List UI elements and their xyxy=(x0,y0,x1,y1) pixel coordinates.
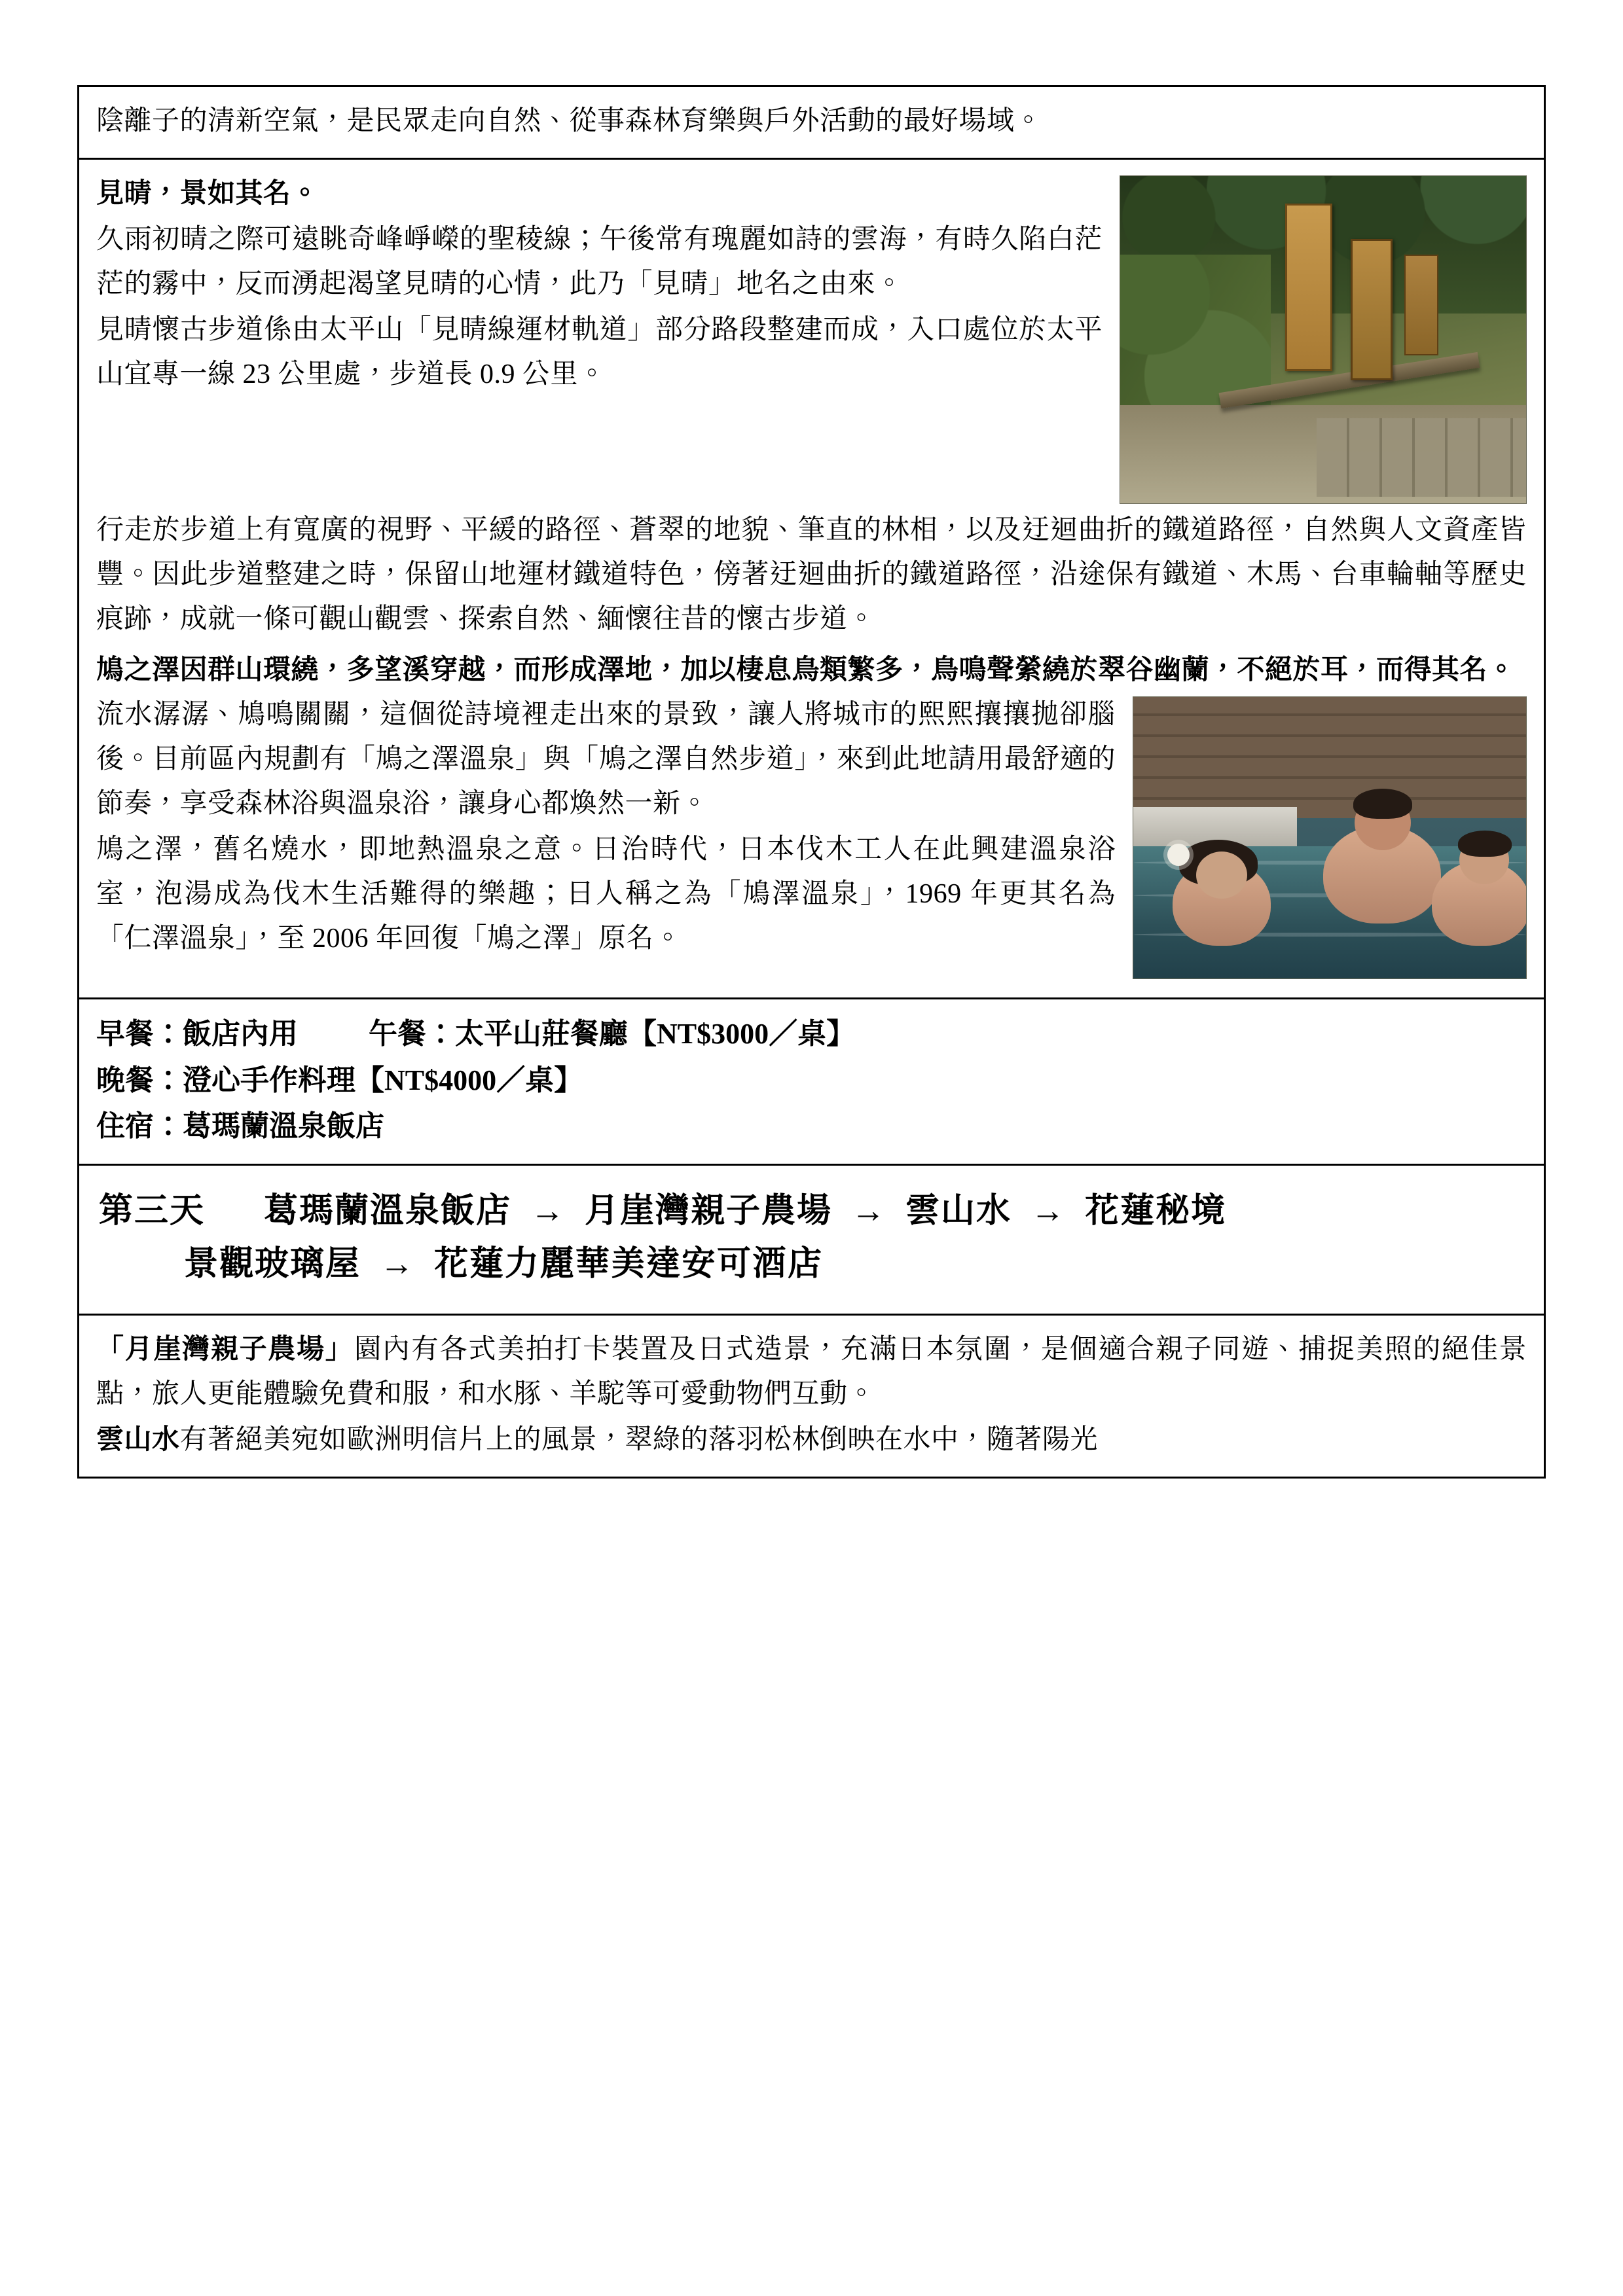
jiuzhize-heading: 鳩之澤因群山環繞，多望溪穿越，而形成澤地，加以棲息鳥類繁多，鳥鳴聲縈繞於翠谷幽蘭，不絕於耳，而得其名。 xyxy=(96,655,1516,686)
table-row-intro xyxy=(79,86,1545,159)
yunshanshui-name-bold: 雲山水 xyxy=(96,1424,180,1455)
photo-jiuzhize-image xyxy=(1133,696,1527,979)
meal-line-1 xyxy=(96,1011,1527,1057)
yunshanshui-description: 有著絕美宛如歐洲明信片上的風景，翠綠的落羽松林倒映在水中，隨著陽光 xyxy=(179,1424,1099,1455)
photo-jianqing-image xyxy=(1120,175,1527,504)
jianqing-heading: 見晴，景如其名。 xyxy=(96,179,319,209)
photo-jiuzhize-hotspring xyxy=(1133,696,1527,979)
day3-stop-5: 景觀玻璃屋 xyxy=(184,1245,361,1283)
dinner-label: 晚餐：澄心手作料理【NT$4000／桌】 xyxy=(96,1064,583,1096)
day3-stop-3: 雲山水 xyxy=(905,1193,1012,1230)
day3-stop-4: 花蓮秘境 xyxy=(1085,1193,1227,1230)
jiuzhize-paragraph-1: 流水潺潺、鳩鳴關關，這個從詩境裡走出來的景致，讓人將城市的熙熙攘攘拋卻腦後。目前區內規劃有「鳩之澤溫泉」與「鳩之澤自然步道」，來到此地請用最舒適的節奏，享受森林浴與溫泉浴，讓身心都煥然一新。 xyxy=(96,700,1116,819)
accommodation-label: 住宿：葛瑪蘭溫泉飯店 xyxy=(96,1109,384,1142)
bather-hair xyxy=(1353,789,1412,819)
day3-heading xyxy=(99,1185,1527,1291)
stone-blocks-decoration xyxy=(1317,418,1526,497)
day3-body-cell xyxy=(79,1316,1544,1477)
bather-hair xyxy=(1458,831,1512,857)
jianqing-paragraph-1: 久雨初晴之際可遠眺奇峰崢嶸的聖稜線；午後常有瑰麗如詩的雲海，有時久陷白茫茫的霧中，反而湧起渴望見晴的心情，此乃「見晴」地名之由來。 xyxy=(96,224,1103,300)
intro-cell xyxy=(79,87,1544,158)
arrow-icon: → xyxy=(1030,1193,1067,1230)
day3-stop-2: 月崖灣親子農場 xyxy=(585,1193,833,1230)
lunch-label: 午餐：太平山莊餐廳【NT$3000／桌】 xyxy=(369,1018,856,1050)
arrow-icon: → xyxy=(380,1245,416,1283)
day3-stop-6: 花蓮力麗華美達安可酒店 xyxy=(434,1245,824,1283)
table-row-day3-body xyxy=(79,1314,1545,1477)
bather-head xyxy=(1196,852,1247,899)
day3-stop-1: 葛瑪蘭溫泉飯店 xyxy=(264,1193,512,1230)
day3-paragraph-1 xyxy=(96,1327,1527,1416)
breakfast-label: 早餐：飯店內用 xyxy=(96,1018,298,1050)
hair-flower-icon xyxy=(1167,844,1190,866)
wooden-sign-tertiary-icon xyxy=(1404,255,1438,355)
day3-heading-line2 xyxy=(99,1238,1527,1291)
meals-cell xyxy=(79,999,1544,1164)
farm-description: 園內有各式美拍打卡裝置及日式造景，充滿日本氛圍，是個適合親子同遊、捕捉美照的絕佳景點，旅人更能體驗免費和服，和水豚、羊駝等可愛動物們互動。 xyxy=(96,1334,1527,1409)
jianqing-paragraph-2: 見晴懷古步道係由太平山「見晴線運材軌道」部分路段整建而成，入口處位於太平山宜專一線 23 公里處，步道長 0.9 公里。 xyxy=(96,315,1103,390)
wooden-sign-icon xyxy=(1285,204,1332,371)
jianqing-cell xyxy=(79,160,1544,997)
arrow-icon: → xyxy=(851,1193,887,1230)
jianqing-paragraph-3: 行走於步道上有寬廣的視野、平緩的路徑、蒼翠的地貌、筆直的林相，以及迂迴曲折的鐵道路徑，自然與人文資產皆豐。因此步道整建之時，保留山地運材鐵道特色，傍著迂迴曲折的鐵道路徑，沿途保有鐵道、木馬、台車輪軸等歷史痕跡，成就一條可觀山觀雲、探索自然、緬懷往昔的懷古步道。 xyxy=(96,515,1527,635)
photo-jianqing-entrance xyxy=(1120,175,1527,504)
table-row-jianqing xyxy=(79,159,1545,999)
farm-name-bold: 「月崖灣親子農場」 xyxy=(96,1334,354,1365)
day3-paragraph-2 xyxy=(96,1418,1527,1462)
day3-label: 第三天 xyxy=(99,1193,206,1230)
stone-wall-decoration xyxy=(1133,697,1526,818)
day3-title-cell xyxy=(79,1166,1544,1313)
wooden-sign-secondary-icon xyxy=(1351,239,1393,380)
table-row-meals xyxy=(79,999,1545,1165)
jiuzhize-paragraph-2: 鳩之澤，舊名燒水，即地熱溫泉之意。日治時代，日本伐木工人在此興建溫泉浴室，泡湯成為伐木生活難得的樂趣；日人稱之為「鳩澤溫泉」，1969 年更其名為「仁澤溫泉」，至 2006 年回復「鳩之澤」原名。 xyxy=(96,834,1116,954)
arrow-icon: → xyxy=(530,1193,566,1230)
table-row-day3-title xyxy=(79,1165,1545,1314)
intro-paragraph: 陰離子的清新空氣，是民眾走向自然、從事森林育樂與戶外活動的最好場域。 xyxy=(96,106,1043,136)
itinerary-table xyxy=(77,85,1546,1479)
